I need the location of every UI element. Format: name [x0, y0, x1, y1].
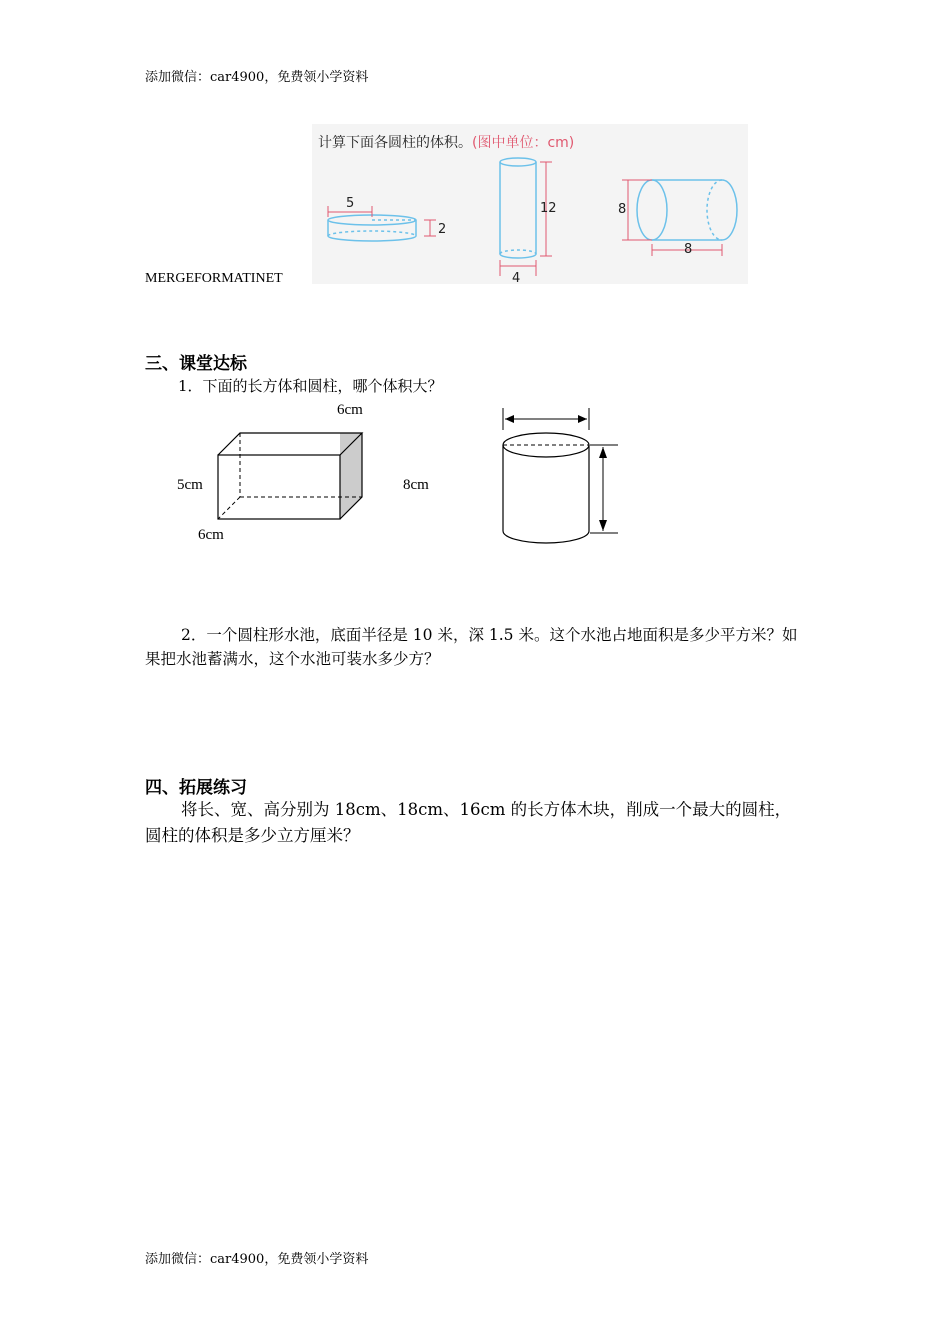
cylinder-drawing: [490, 400, 630, 550]
question2-line2: 果把水池蓄满水，这个水池可装水多少方？: [145, 650, 440, 668]
tall-cylinder: [500, 158, 536, 258]
cyl2-diameter-label: 4: [512, 271, 521, 286]
box-length-label: 6cm: [337, 402, 363, 418]
cylinder-height-label: 8cm: [403, 477, 429, 493]
section4-heading: 四、拓展练习: [145, 778, 247, 798]
cuboid-drawing: [210, 425, 370, 525]
cylinders-figure: [312, 124, 748, 284]
cyl1-height-label: 2: [438, 222, 447, 237]
box-height-label: 5cm: [177, 477, 203, 493]
section3-heading: 三、课堂达标: [145, 354, 247, 374]
figure-unit-note: (图中单位：cm): [472, 135, 575, 151]
section4-line2: 圆柱的体积是多少立方厘米？: [145, 826, 360, 845]
cyl2-height-label: 12: [540, 201, 557, 216]
cyl3-diameter-label: 8: [618, 202, 627, 217]
question1-text: 1．下面的长方体和圆柱，哪个体积大？: [178, 377, 443, 395]
section4-line1: 将长、宽、高分别为 18cm、18cm、16cm 的长方体木块，削成一个最大的圆柱，: [181, 800, 792, 819]
cylinders-drawing: [312, 124, 748, 284]
merge-format-label: MERGEFORMATINET: [145, 271, 283, 286]
question2: [145, 623, 825, 671]
question2-line1: 2．一个圆柱形水池，底面半径是 10 米，深 1.5 米。这个水池占地面积是多少平方米？如: [181, 626, 798, 644]
page-header: 添加微信：car4900，免费领小学资料: [145, 70, 369, 85]
lying-cylinder: [637, 180, 737, 240]
box-width-label: 6cm: [198, 527, 224, 543]
section4-problem: [145, 797, 825, 849]
cyl1-diameter-label: 5: [346, 196, 355, 211]
figure-title-text: 计算下面各圆柱的体积。: [318, 135, 472, 151]
tall-cylinder-dims: [500, 162, 552, 276]
cyl3-length-label: 8: [684, 242, 693, 257]
page-footer: 添加微信：car4900，免费领小学资料: [145, 1252, 369, 1267]
flat-cylinder: [328, 215, 416, 241]
